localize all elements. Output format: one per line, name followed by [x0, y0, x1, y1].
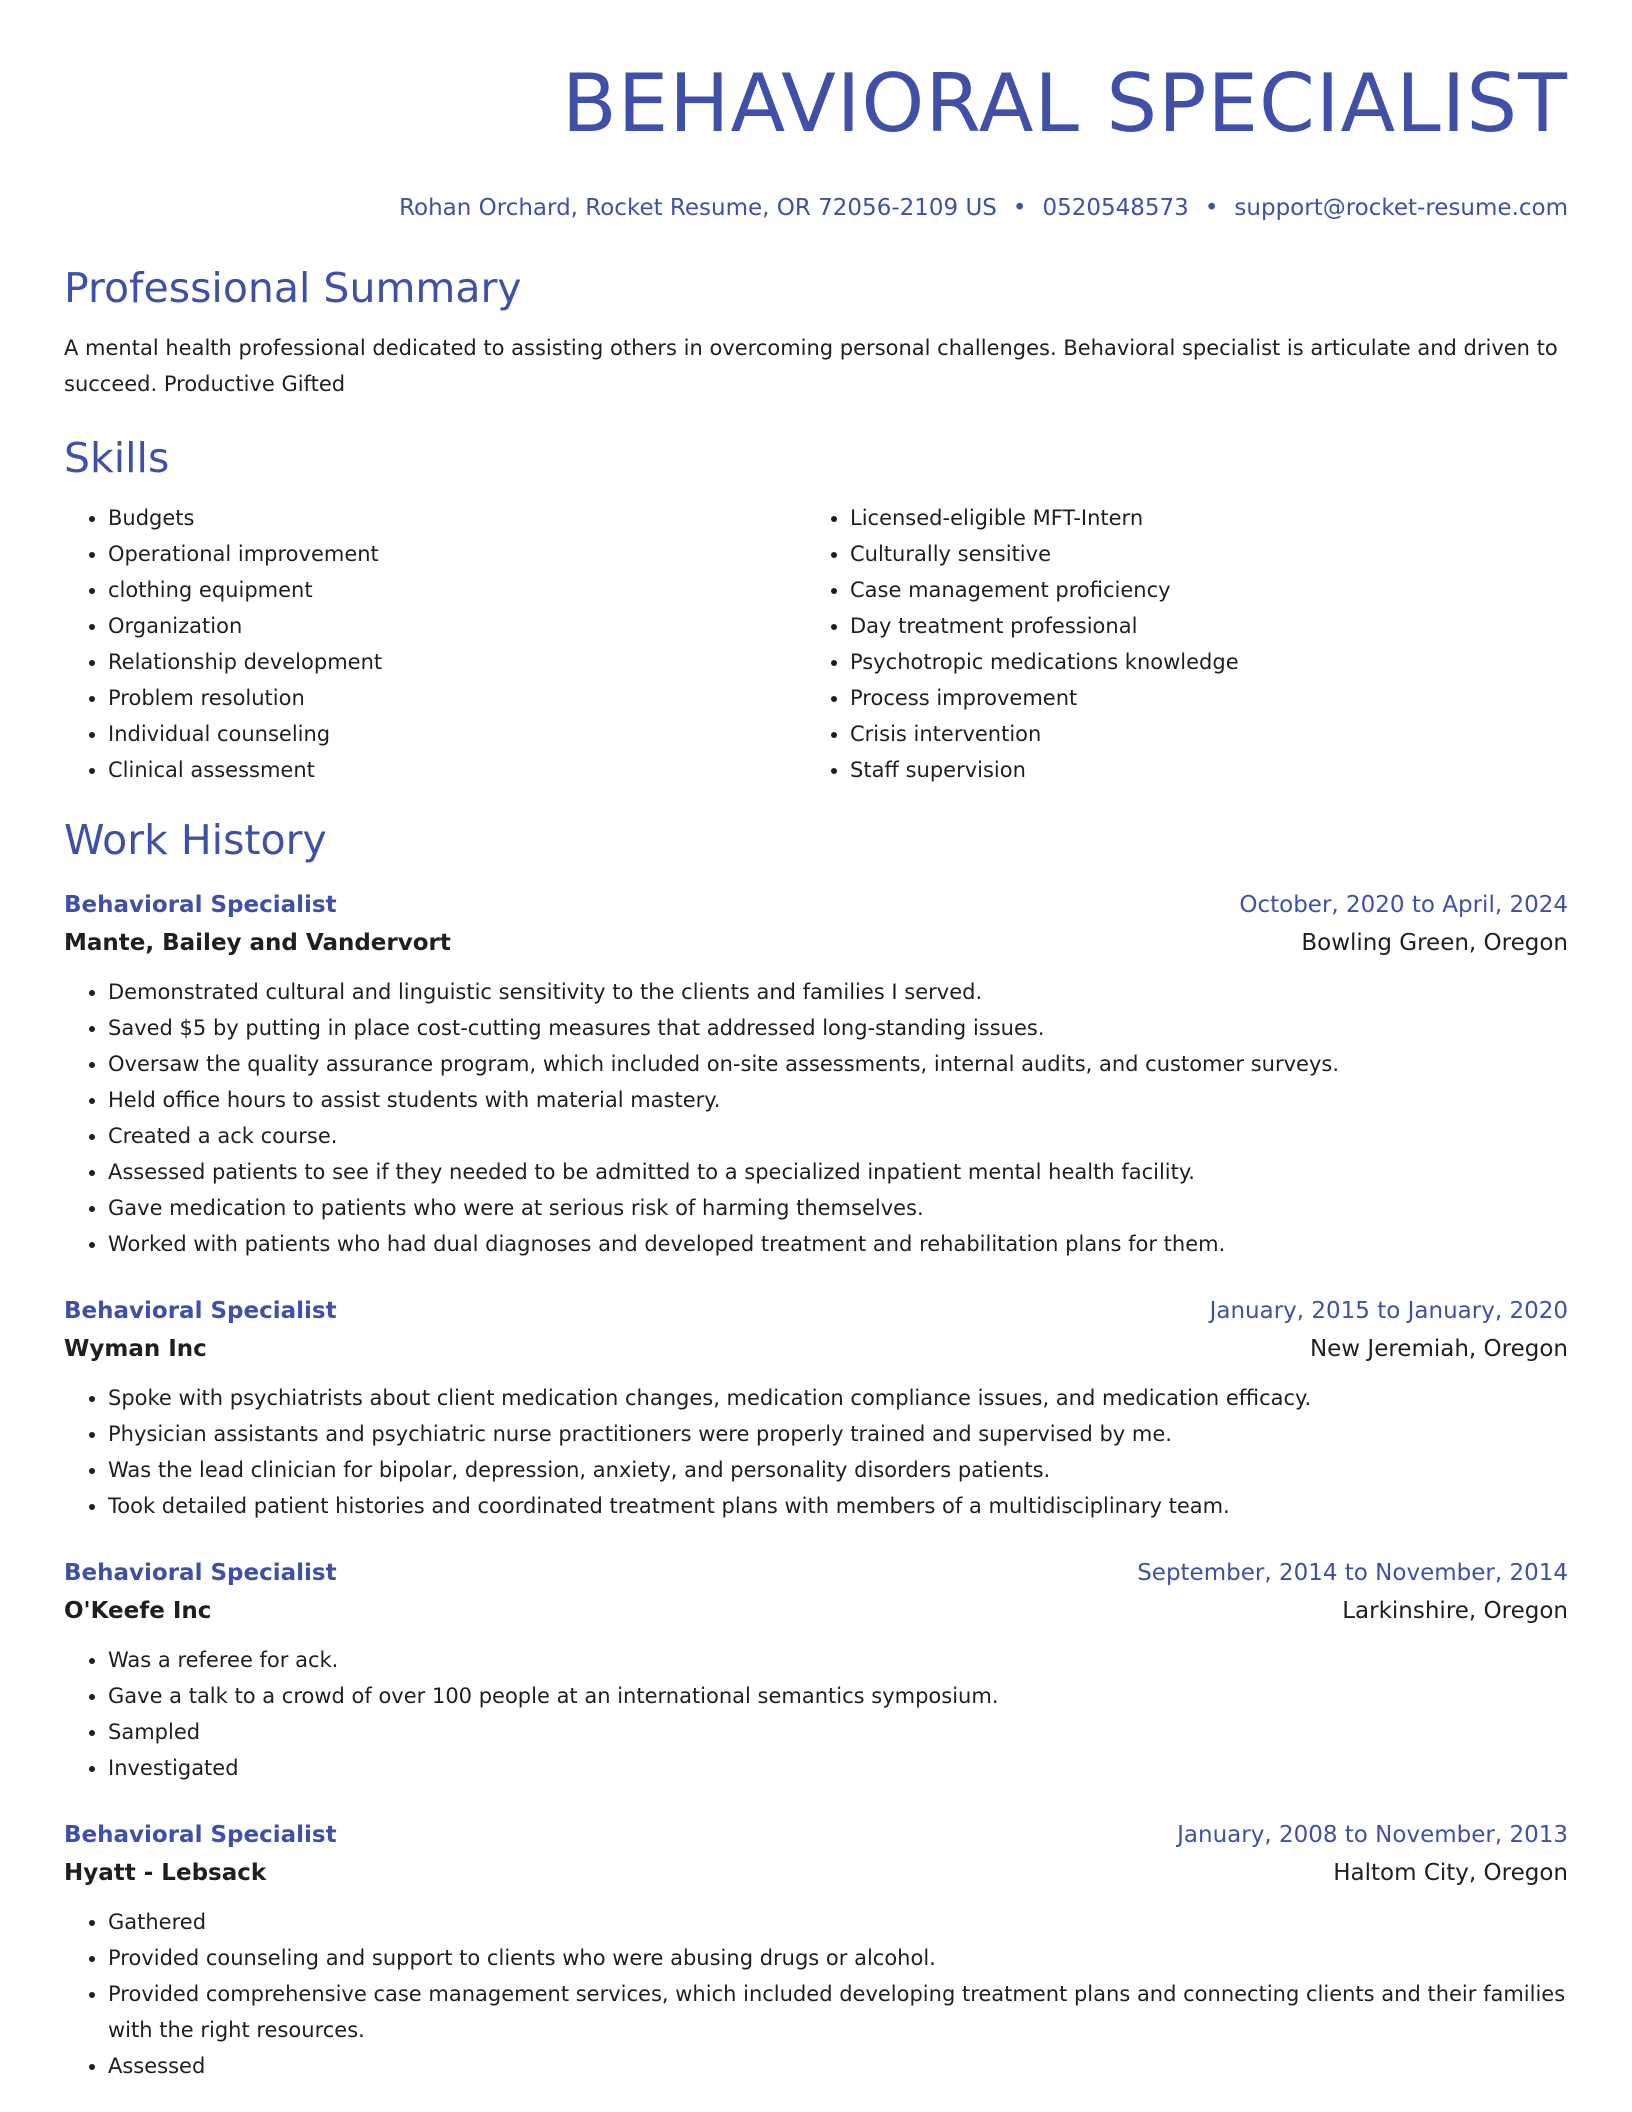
resume-title: BEHAVIORAL SPECIALIST: [561, 57, 1568, 150]
job-bullet: • Provided comprehensive case management services, which included developing treatment plans and connecting clients and their families with the right resources.: [108, 1976, 1568, 2048]
skill-item: • Licensed-eligible MFT-Intern: [850, 500, 1548, 536]
job-location: Haltom City, Oregon: [1333, 1860, 1568, 1886]
skills-column-left: [64, 500, 806, 788]
job-entry: [64, 1292, 1568, 1524]
job-company-row: [64, 1592, 1568, 1630]
job-title: Behavioral Specialist: [64, 1560, 337, 1586]
contact-address: Rohan Orchard, Rocket Resume, OR 72056-2109 US: [399, 195, 997, 221]
skills-column-right: [806, 500, 1548, 788]
job-company-row: [64, 924, 1568, 962]
contact-phone: 0520548573: [1042, 195, 1189, 221]
job-bullet: • Demonstrated cultural and linguistic sensitivity to the clients and families I served.: [108, 974, 1568, 1010]
job-bullet: • Was the lead clinician for bipolar, depression, anxiety, and personality disorders patients.: [108, 1452, 1568, 1488]
job-bullet: • Assessed patients to see if they needed to be admitted to a specialized inpatient mental health facility.: [108, 1154, 1568, 1190]
skill-item: • Individual counseling: [108, 716, 806, 752]
skills-section: [64, 432, 1568, 788]
job-company: Hyatt - Lebsack: [64, 1860, 267, 1886]
skill-item: • Staff supervision: [850, 752, 1548, 788]
job-bullets: [64, 974, 1568, 1262]
skill-item: • Clinical assessment: [108, 752, 806, 788]
job-company-row: [64, 1854, 1568, 1892]
job-bullet: • Provided counseling and support to clients who were abusing drugs or alcohol.: [108, 1940, 1568, 1976]
job-dates: January, 2008 to November, 2013: [1177, 1822, 1568, 1848]
work-history-heading: Work History: [64, 816, 327, 864]
contact-email[interactable]: support@rocket-resume.com: [1234, 195, 1568, 221]
skill-item: • Relationship development: [108, 644, 806, 680]
skill-item: • Day treatment professional: [850, 608, 1548, 644]
job-bullet: • Worked with patients who had dual diagnoses and developed treatment and rehabilitation plans for them.: [108, 1226, 1568, 1262]
work-history-section: [64, 814, 1568, 2084]
job-title-row: [64, 1292, 1568, 1330]
skills-heading: Skills: [64, 434, 170, 482]
job-bullet: • Physician assistants and psychiatric nurse practitioners were properly trained and supervised by me.: [108, 1416, 1568, 1452]
resume-page: [64, 0, 1568, 2084]
job-bullet: • Spoke with psychiatrists about client medication changes, medication compliance issues, and medication efficacy.: [108, 1380, 1568, 1416]
job-bullet: • Saved $5 by putting in place cost-cutting measures that addressed long-standing issues.: [108, 1010, 1568, 1046]
job-bullet: • Assessed: [108, 2048, 1568, 2084]
job-company: Wyman Inc: [64, 1336, 207, 1362]
job-entry: [64, 886, 1568, 1262]
job-location: Bowling Green, Oregon: [1301, 930, 1568, 956]
skill-item: • clothing equipment: [108, 572, 806, 608]
job-bullet: • Held office hours to assist students with material mastery.: [108, 1082, 1568, 1118]
skill-item: • Case management proficiency: [850, 572, 1548, 608]
job-bullet: • Was a referee for ack.: [108, 1642, 1568, 1678]
job-bullet: • Took detailed patient histories and coordinated treatment plans with members of a multidisciplinary team.: [108, 1488, 1568, 1524]
skill-item: • Problem resolution: [108, 680, 806, 716]
job-entry: [64, 1816, 1568, 2084]
job-title: Behavioral Specialist: [64, 892, 337, 918]
skill-item: • Operational improvement: [108, 536, 806, 572]
skill-item: • Organization: [108, 608, 806, 644]
job-bullet: • Gave medication to patients who were at serious risk of harming themselves.: [108, 1190, 1568, 1226]
job-bullet: • Oversaw the quality assurance program, which included on-site assessments, internal audits, and customer surveys.: [108, 1046, 1568, 1082]
skill-item: • Psychotropic medications knowledge: [850, 644, 1548, 680]
skill-item: • Crisis intervention: [850, 716, 1548, 752]
job-bullets: [64, 1642, 1568, 1786]
job-title-row: [64, 1554, 1568, 1592]
skill-item: • Budgets: [108, 500, 806, 536]
professional-summary-section: [64, 262, 1568, 402]
contact-line: [64, 192, 1568, 224]
skills-grid: [64, 500, 1568, 788]
job-bullet: • Investigated: [108, 1750, 1568, 1786]
job-dates: September, 2014 to November, 2014: [1137, 1560, 1568, 1586]
job-dates: January, 2015 to January, 2020: [1209, 1298, 1568, 1324]
job-bullet: • Gave a talk to a crowd of over 100 people at an international semantics symposium.: [108, 1678, 1568, 1714]
summary-heading: Professional Summary: [64, 264, 522, 312]
job-bullet: • Sampled: [108, 1714, 1568, 1750]
job-location: Larkinshire, Oregon: [1342, 1598, 1568, 1624]
job-company-row: [64, 1330, 1568, 1368]
job-title-row: [64, 886, 1568, 924]
skill-item: • Process improvement: [850, 680, 1548, 716]
job-title: Behavioral Specialist: [64, 1298, 337, 1324]
job-dates: October, 2020 to April, 2024: [1239, 892, 1568, 918]
job-company: O'Keefe Inc: [64, 1598, 212, 1624]
contact-separator: •: [1204, 195, 1219, 221]
job-entry: [64, 1554, 1568, 1786]
job-location: New Jeremiah, Oregon: [1309, 1336, 1568, 1362]
job-bullet: • Gathered: [108, 1904, 1568, 1940]
contact-separator: •: [1012, 195, 1027, 221]
skill-item: • Culturally sensitive: [850, 536, 1548, 572]
job-title: Behavioral Specialist: [64, 1822, 337, 1848]
summary-text: A mental health professional dedicated to assisting others in overcoming personal challenges. Behavioral specialist is articulate and driven to succeed. Productive Gifted: [64, 336, 1558, 396]
job-bullets: [64, 1380, 1568, 1524]
job-company: Mante, Bailey and Vandervort: [64, 930, 451, 956]
job-bullet: • Created a ack course.: [108, 1118, 1568, 1154]
job-bullets: [64, 1904, 1568, 2084]
job-title-row: [64, 1816, 1568, 1854]
